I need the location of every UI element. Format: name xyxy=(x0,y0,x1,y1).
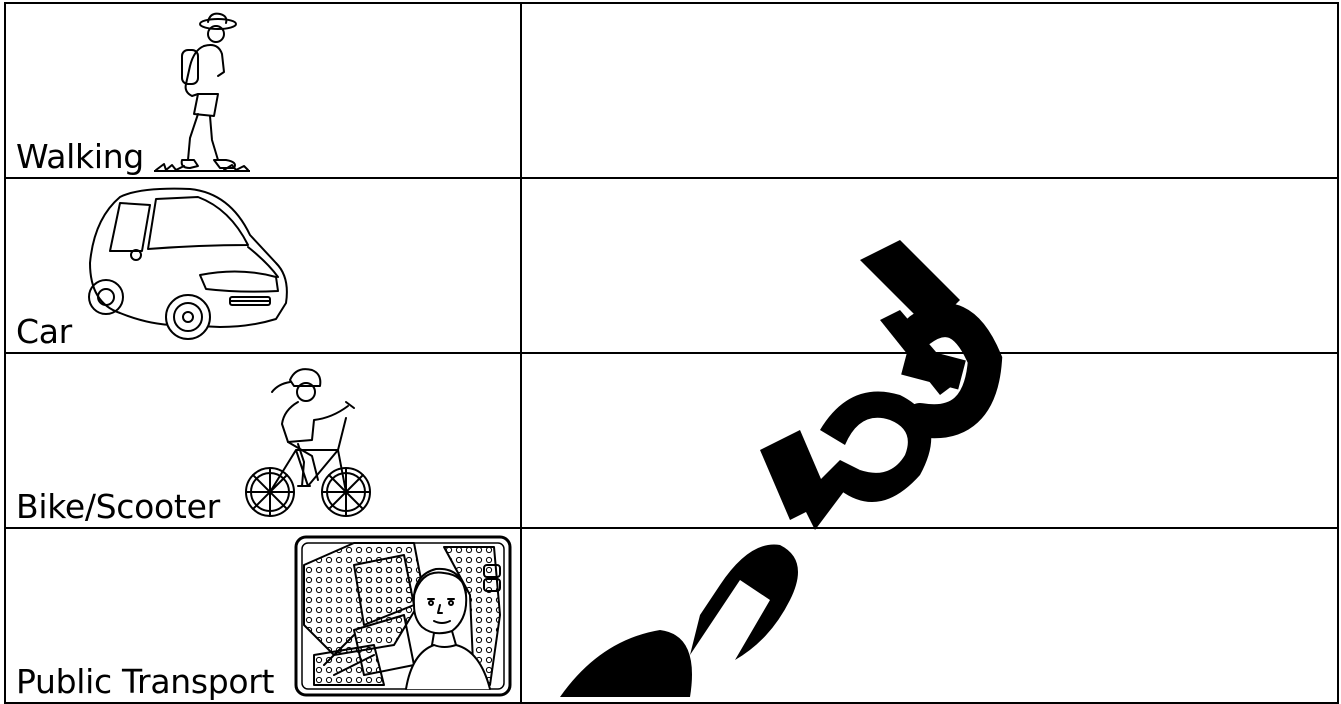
answer-cell[interactable] xyxy=(521,353,1338,528)
table-row xyxy=(5,178,1338,353)
row-label: Bike/Scooter xyxy=(16,487,220,526)
answer-cell[interactable] xyxy=(521,178,1338,353)
bike-rider-icon xyxy=(242,362,374,522)
answer-cell[interactable] xyxy=(521,3,1338,178)
label-cell xyxy=(5,178,521,353)
table-row xyxy=(5,528,1338,703)
walking-person-icon xyxy=(154,10,250,174)
label-cell xyxy=(5,353,521,528)
label-cell xyxy=(5,3,521,178)
row-label: Walking xyxy=(16,137,144,176)
row-label: Public Transport xyxy=(16,662,275,701)
table-row xyxy=(5,3,1338,178)
bus-passenger-icon xyxy=(294,535,512,697)
row-label: Car xyxy=(16,312,72,351)
car-icon xyxy=(80,185,292,347)
table-row xyxy=(5,353,1338,528)
answer-cell[interactable] xyxy=(521,528,1338,703)
label-cell xyxy=(5,528,521,703)
transport-table xyxy=(4,2,1339,704)
